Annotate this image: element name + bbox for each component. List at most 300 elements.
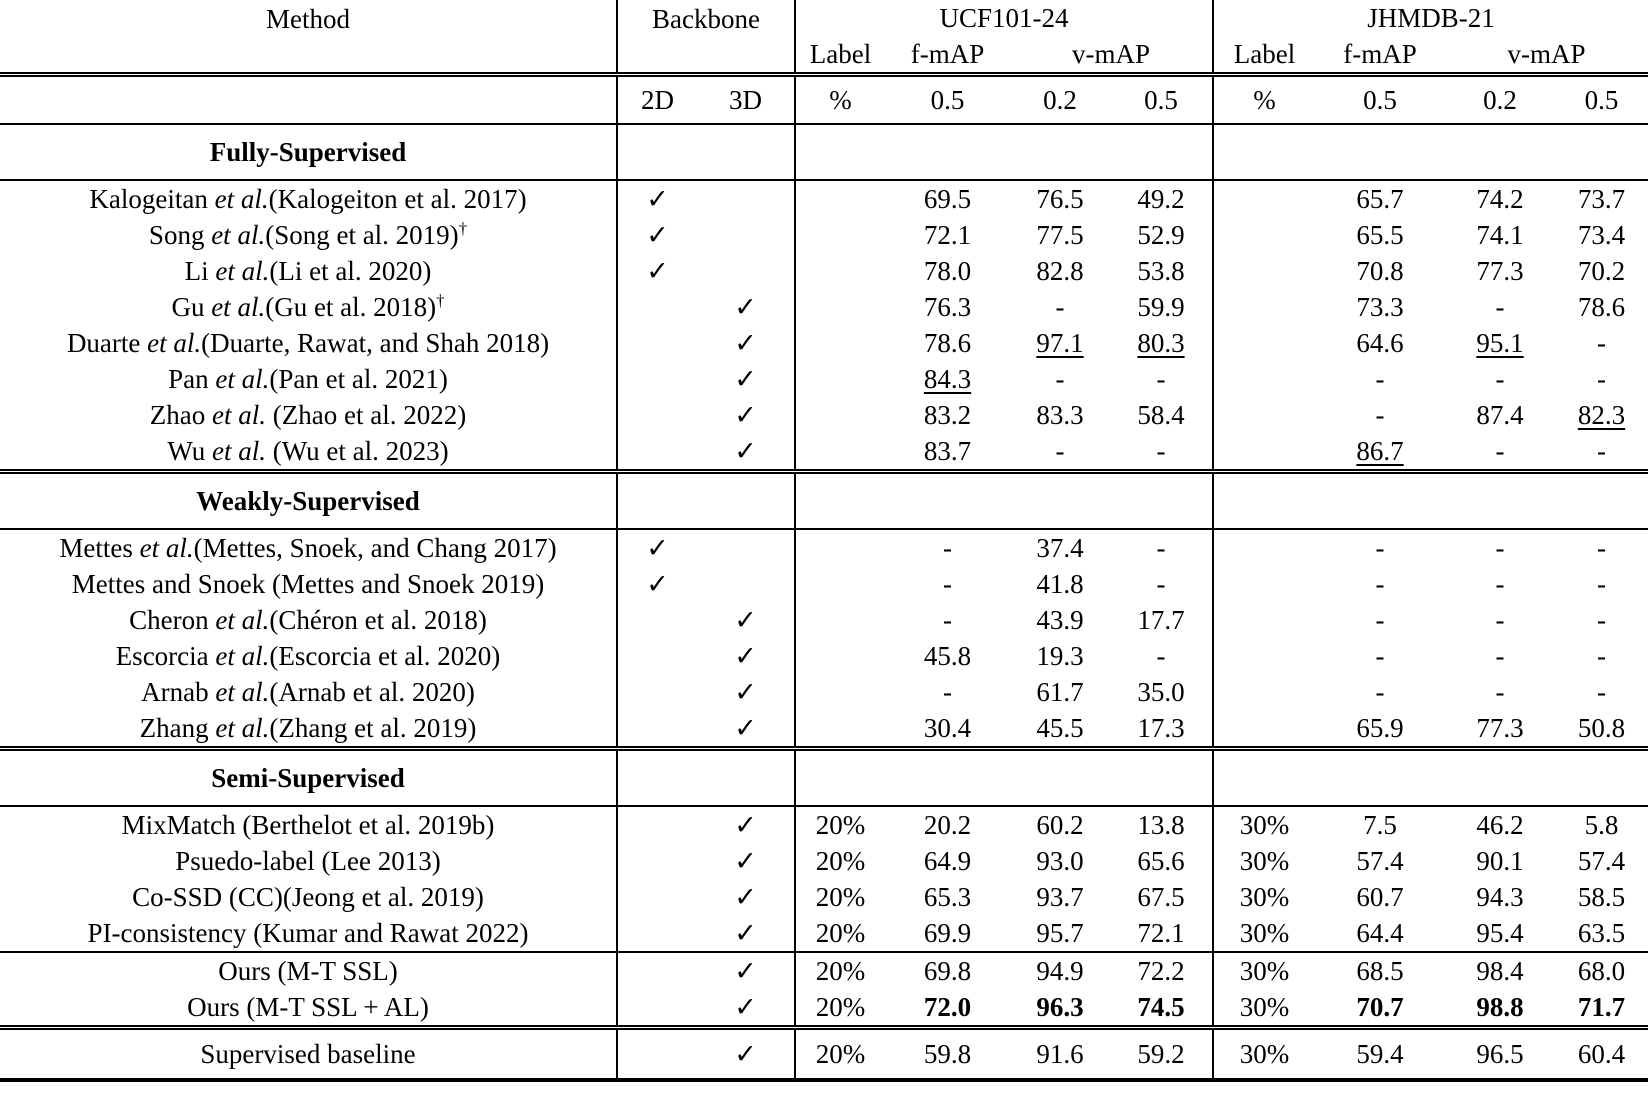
cell-backbone-3d: [697, 952, 795, 989]
cell-backbone-3d: [697, 529, 795, 566]
cell-backbone-2d: [617, 289, 697, 325]
cell-jhmdb-fmap-05: 73.3: [1356, 291, 1404, 322]
checkmark-icon: ✓: [646, 183, 669, 214]
col-header-jhmdb-fmap: f-mAP: [1315, 36, 1445, 75]
cell-method: [0, 638, 617, 674]
table-row: [0, 289, 1648, 325]
cell-ucf-vmap-05: 53.8: [1137, 255, 1185, 286]
table-row: [0, 325, 1648, 361]
cell-backbone-3d: [697, 180, 795, 217]
cell-method: [0, 217, 617, 253]
cell-backbone-3d: [697, 989, 795, 1028]
table-row: [0, 217, 1648, 253]
checkmark-icon: ✓: [646, 532, 669, 563]
cell-ucf-fmap-05: 30.4: [885, 710, 1010, 749]
cell-jhmdb-vmap-05: -: [1597, 363, 1607, 394]
checkmark-icon: ✓: [734, 604, 757, 635]
cell-backbone-3d: [697, 566, 795, 602]
metric-value: 84.3: [923, 363, 972, 394]
table-row: [0, 710, 1648, 749]
cell-ucf-fmap-05: 83.7: [885, 433, 1010, 472]
cell-method: [0, 843, 617, 879]
col-header-ucf-vmap: v-mAP: [1010, 36, 1213, 75]
cell-ucf-vmap-02: [1010, 989, 1110, 1028]
cell-jhmdb-label: [1213, 361, 1315, 397]
dagger-mark: †: [458, 218, 468, 238]
cell-ucf-vmap-05: 17.3: [1110, 710, 1213, 749]
metric-value: 97.1: [1036, 327, 1084, 358]
cell-backbone-3d: [697, 325, 795, 361]
cell-ucf-fmap-05: 59.8: [885, 1028, 1010, 1081]
cell-ucf-vmap-05: -: [1156, 568, 1166, 599]
cell-ucf-fmap-05: 78.6: [923, 327, 972, 358]
cell-ucf-fmap-05: -: [943, 604, 952, 635]
col-header-jhmdb-fmap-05: 0.5: [1315, 75, 1445, 125]
cell-ucf-vmap-05: 72.2: [1137, 955, 1185, 986]
cell-ucf-vmap-02: [1010, 325, 1110, 361]
section-title-row: [0, 472, 1648, 530]
cell-jhmdb-label: 30%: [1213, 843, 1315, 879]
col-header-jhmdb-label-pct: %: [1213, 75, 1315, 125]
cell-ucf-vmap-02: 95.7: [1010, 915, 1110, 952]
cell-jhmdb-vmap-02: 98.4: [1476, 955, 1524, 986]
cell-ucf-vmap-02: 19.3: [1036, 640, 1084, 671]
cell-jhmdb-fmap-05: -: [1375, 363, 1385, 394]
method-text: MixMatch (Berthelot et al. 2019b): [121, 809, 495, 840]
cell-backbone-2d: [617, 397, 697, 433]
cell-ucf-vmap-05: -: [1156, 363, 1166, 394]
cell-backbone-3d: [697, 253, 795, 289]
checkmark-icon: ✓: [734, 917, 757, 948]
method-text: Ours (M-T SSL): [218, 955, 398, 986]
cell-backbone-3d: [697, 915, 795, 952]
cell-ucf-vmap-02: 41.8: [1036, 568, 1084, 599]
cell-jhmdb-fmap-05: 65.5: [1356, 219, 1404, 250]
cell-ucf-fmap-05: 69.9: [885, 915, 1010, 952]
metric-value: 80.3: [1137, 327, 1185, 358]
col-header-ucf-fmap: f-mAP: [885, 36, 1010, 75]
cell-ucf-vmap-02: 83.3: [1036, 399, 1084, 430]
section-spacer: [617, 472, 795, 530]
cell-method: [0, 879, 617, 915]
cell-method: [0, 806, 617, 843]
cell-ucf-vmap-05: -: [1156, 532, 1166, 563]
cell-ucf-fmap-05: [885, 989, 1010, 1028]
cell-jhmdb-vmap-05: -: [1555, 433, 1648, 472]
section-spacer: [1213, 749, 1648, 807]
cell-jhmdb-vmap-02: 96.5: [1445, 1028, 1555, 1081]
cell-jhmdb-vmap-05: 60.4: [1555, 1028, 1648, 1081]
section-spacer: [795, 749, 1213, 807]
cell-jhmdb-vmap-02: 77.3: [1445, 710, 1555, 749]
cell-ucf-label: [795, 529, 885, 566]
checkmark-icon: ✓: [734, 676, 757, 707]
cell-backbone-2d: [617, 529, 697, 566]
cell-backbone-3d: [697, 879, 795, 915]
table-row: [0, 361, 1648, 397]
table-row: [0, 638, 1648, 674]
cell-jhmdb-fmap-05: -: [1375, 568, 1385, 599]
method-etal: et al.: [214, 183, 269, 214]
cell-jhmdb-label: 30%: [1213, 1028, 1315, 1081]
method-text: Gu: [171, 291, 212, 322]
checkmark-icon: ✓: [646, 568, 669, 599]
cell-jhmdb-fmap-05: 7.5: [1363, 809, 1397, 840]
cell-jhmdb-label: 30%: [1213, 952, 1315, 989]
method-etal: et al.: [215, 676, 270, 707]
table-row: [0, 952, 1648, 989]
cell-jhmdb-vmap-05: 50.8: [1555, 710, 1648, 749]
cell-ucf-vmap-02: -: [1010, 433, 1110, 472]
cell-jhmdb-fmap-05: 65.7: [1356, 183, 1404, 214]
cell-ucf-label: [795, 397, 885, 433]
cell-backbone-2d: [617, 989, 697, 1028]
metric-value: 82.3: [1577, 399, 1626, 430]
cell-jhmdb-vmap-05: -: [1597, 676, 1607, 707]
method-etal: et al.: [211, 291, 266, 322]
cell-jhmdb-vmap-02: 94.3: [1476, 881, 1524, 912]
method-text: (Chéron et al. 2018): [269, 604, 487, 635]
method-text: Zhao: [149, 399, 213, 430]
cell-jhmdb-vmap-05: 58.5: [1577, 881, 1626, 912]
cell-method: [0, 180, 617, 217]
table-body: [0, 124, 1648, 1080]
cell-ucf-fmap-05: 83.2: [923, 399, 972, 430]
cell-ucf-label: [795, 253, 885, 289]
cell-jhmdb-vmap-05: 68.0: [1577, 955, 1626, 986]
section-spacer: [617, 749, 795, 807]
subheader-method-empty: [0, 75, 617, 125]
cell-ucf-label: 20%: [795, 879, 885, 915]
cell-method: [0, 253, 617, 289]
cell-jhmdb-fmap-05: [1315, 433, 1445, 472]
table-row: [0, 1028, 1648, 1081]
table-row: [0, 879, 1648, 915]
table-row: [0, 433, 1648, 472]
method-text: Arnab: [141, 676, 216, 707]
cell-backbone-2d: [617, 806, 697, 843]
cell-jhmdb-label: [1213, 674, 1315, 710]
cell-jhmdb-vmap-02: -: [1495, 532, 1505, 563]
cell-ucf-vmap-02: 94.9: [1036, 955, 1084, 986]
cell-jhmdb-fmap-05: 70.8: [1356, 255, 1404, 286]
col-header-jhmdb-21: JHMDB-21: [1213, 0, 1648, 36]
method-text: Psuedo-label (Lee 2013): [175, 845, 441, 876]
method-text: (Zhang et al. 2019): [269, 712, 477, 743]
cell-method: [0, 710, 617, 749]
metric-value: 96.3: [1036, 991, 1084, 1022]
cell-ucf-fmap-05: -: [943, 532, 952, 563]
cell-backbone-2d: [617, 433, 697, 472]
cell-backbone-3d: [697, 397, 795, 433]
cell-jhmdb-fmap-05: -: [1375, 640, 1385, 671]
table-row: [0, 915, 1648, 952]
col-header-jhmdb-vmap-05: 0.5: [1555, 75, 1648, 125]
table-row: [0, 566, 1648, 602]
method-etal: et al.: [139, 532, 194, 563]
cell-backbone-3d: [697, 843, 795, 879]
checkmark-icon: ✓: [646, 219, 669, 250]
cell-jhmdb-vmap-05: 73.7: [1577, 183, 1626, 214]
cell-backbone-2d: [617, 361, 697, 397]
metric-value: 72.0: [923, 991, 972, 1022]
cell-backbone-2d: [617, 180, 697, 217]
checkmark-icon: ✓: [734, 955, 757, 986]
col-header-2d: 2D: [617, 75, 697, 125]
cell-jhmdb-vmap-05: 70.2: [1577, 255, 1626, 286]
cell-ucf-fmap-05: 69.5: [923, 183, 972, 214]
cell-jhmdb-vmap-05: 63.5: [1555, 915, 1648, 952]
cell-jhmdb-vmap-02: -: [1495, 363, 1505, 394]
cell-ucf-label: [795, 361, 885, 397]
cell-ucf-label: [795, 325, 885, 361]
cell-method: [0, 989, 617, 1028]
cell-jhmdb-vmap-02: -: [1495, 604, 1505, 635]
cell-ucf-vmap-05: 72.1: [1110, 915, 1213, 952]
method-text: Pan: [168, 363, 216, 394]
cell-jhmdb-label: [1213, 602, 1315, 638]
section-title: Weakly-Supervised: [0, 472, 617, 530]
table-row: [0, 843, 1648, 879]
cell-backbone-3d: [697, 217, 795, 253]
cell-jhmdb-vmap-05: [1555, 397, 1648, 433]
cell-ucf-fmap-05: 76.3: [923, 291, 972, 322]
cell-ucf-vmap-05: 59.9: [1137, 291, 1185, 322]
cell-jhmdb-label: 30%: [1213, 879, 1315, 915]
cell-ucf-fmap-05: 45.8: [923, 640, 972, 671]
cell-backbone-2d: [617, 602, 697, 638]
checkmark-icon: ✓: [734, 399, 757, 430]
method-text: (Arnab et al. 2020): [269, 676, 475, 707]
cell-ucf-vmap-05: [1110, 325, 1213, 361]
cell-jhmdb-fmap-05: -: [1375, 604, 1385, 635]
method-text: Ours (M-T SSL + AL): [187, 991, 429, 1022]
cell-method: [0, 1028, 617, 1081]
method-text: Mettes and Snoek (Mettes and Snoek 2019): [71, 568, 545, 599]
cell-backbone-3d: [697, 1028, 795, 1081]
cell-jhmdb-label: [1213, 397, 1315, 433]
section-title: Semi-Supervised: [0, 749, 617, 807]
cell-jhmdb-vmap-02: 87.4: [1476, 399, 1524, 430]
header-row-thresholds: [0, 75, 1648, 125]
cell-jhmdb-vmap-02: 74.1: [1476, 219, 1524, 250]
cell-ucf-label: [795, 289, 885, 325]
cell-ucf-vmap-02: -: [1055, 291, 1065, 322]
cell-jhmdb-vmap-05: 57.4: [1577, 845, 1626, 876]
table-row: [0, 602, 1648, 638]
cell-jhmdb-vmap-02: -: [1495, 568, 1505, 599]
cell-ucf-label: 20%: [795, 952, 885, 989]
checkmark-icon: ✓: [734, 327, 757, 358]
cell-ucf-vmap-05: 35.0: [1137, 676, 1185, 707]
cell-ucf-vmap-05: 17.7: [1137, 604, 1185, 635]
cell-jhmdb-vmap-05: 73.4: [1577, 219, 1626, 250]
table-row: [0, 397, 1648, 433]
cell-backbone-2d: [617, 915, 697, 952]
table-row: [0, 253, 1648, 289]
cell-jhmdb-label: 30%: [1213, 915, 1315, 952]
cell-ucf-vmap-05: [1110, 989, 1213, 1028]
method-etal: et al.: [212, 435, 267, 466]
cell-ucf-label: 20%: [795, 989, 885, 1028]
metric-value: 98.8: [1476, 991, 1524, 1022]
col-header-backbone: Backbone: [617, 0, 795, 75]
cell-jhmdb-label: [1213, 289, 1315, 325]
cell-jhmdb-vmap-05: -: [1597, 604, 1607, 635]
cell-jhmdb-label: [1213, 638, 1315, 674]
cell-jhmdb-fmap-05: 64.4: [1315, 915, 1445, 952]
checkmark-icon: ✓: [646, 255, 669, 286]
cell-method: [0, 915, 617, 952]
cell-ucf-label: 20%: [795, 843, 885, 879]
method-etal: et al.: [212, 399, 267, 430]
method-text: Wu: [167, 435, 213, 466]
col-header-ucf-label: Label: [795, 36, 885, 75]
cell-jhmdb-fmap-05: 65.9: [1315, 710, 1445, 749]
cell-ucf-vmap-05: -: [1110, 433, 1213, 472]
cell-ucf-label: 20%: [795, 915, 885, 952]
cell-ucf-vmap-05: 67.5: [1137, 881, 1185, 912]
method-etal: et al.: [215, 604, 270, 635]
method-etal: et al.: [215, 363, 270, 394]
cell-ucf-vmap-02: 77.5: [1036, 219, 1084, 250]
method-text: Escorcia: [115, 640, 216, 671]
cell-backbone-3d: [697, 806, 795, 843]
cell-backbone-3d: [697, 602, 795, 638]
cell-jhmdb-label: [1213, 325, 1315, 361]
method-text: Co-SSD (CC)(Jeong et al. 2019): [132, 881, 484, 912]
cell-jhmdb-label: [1213, 217, 1315, 253]
cell-jhmdb-vmap-02: 77.3: [1476, 255, 1524, 286]
cell-ucf-fmap-05: 65.3: [923, 881, 972, 912]
checkmark-icon: ✓: [734, 291, 757, 322]
table-row: [0, 989, 1648, 1028]
cell-jhmdb-fmap-05: 60.7: [1356, 881, 1404, 912]
cell-backbone-2d: [617, 879, 697, 915]
checkmark-icon: ✓: [734, 1038, 757, 1069]
col-header-ucf101-24: UCF101-24: [795, 0, 1213, 36]
method-etal: et al.: [147, 327, 202, 358]
cell-ucf-fmap-05: 72.1: [923, 219, 972, 250]
table-row: [0, 674, 1648, 710]
method-text: (Kalogeiton et al. 2017): [268, 183, 527, 214]
method-text: (Pan et al. 2021): [269, 363, 448, 394]
cell-method: [0, 325, 617, 361]
cell-jhmdb-vmap-02: 46.2: [1476, 809, 1524, 840]
cell-jhmdb-fmap-05: 64.6: [1356, 327, 1404, 358]
cell-ucf-vmap-02: 93.7: [1036, 881, 1084, 912]
metric-value: 71.7: [1577, 991, 1626, 1022]
section-title: Fully-Supervised: [0, 124, 617, 180]
cell-ucf-vmap-02: -: [1055, 363, 1065, 394]
col-header-ucf-fmap-05: 0.5: [885, 75, 1010, 125]
cell-jhmdb-vmap-02: -: [1495, 676, 1505, 707]
cell-ucf-label: [795, 602, 885, 638]
cell-jhmdb-vmap-05: -: [1597, 640, 1607, 671]
method-etal: et al.: [215, 640, 270, 671]
cell-ucf-fmap-05: [885, 361, 1010, 397]
cell-ucf-vmap-05: 58.4: [1137, 399, 1185, 430]
cell-ucf-vmap-05: 65.6: [1137, 845, 1185, 876]
cell-backbone-2d: [617, 1028, 697, 1081]
cell-ucf-label: 20%: [795, 1028, 885, 1081]
method-text: PI-consistency (Kumar and Rawat 2022): [87, 917, 529, 948]
section-spacer: [617, 124, 795, 180]
cell-ucf-label: [795, 180, 885, 217]
cell-backbone-2d: [617, 217, 697, 253]
metric-value: 95.1: [1476, 327, 1524, 358]
col-header-ucf-vmap-02: 0.2: [1010, 75, 1110, 125]
method-etal: et al.: [215, 712, 270, 743]
cell-jhmdb-fmap-05: -: [1375, 399, 1385, 430]
header-row-groups: [0, 0, 1648, 36]
cell-jhmdb-vmap-05: -: [1597, 532, 1607, 563]
method-text: Kalogeitan: [89, 183, 215, 214]
cell-backbone-3d: [697, 289, 795, 325]
cell-ucf-vmap-02: 93.0: [1036, 845, 1084, 876]
col-header-ucf-label-pct: %: [795, 75, 885, 125]
cell-jhmdb-vmap-02: 95.4: [1445, 915, 1555, 952]
cell-jhmdb-fmap-05: [1315, 989, 1445, 1028]
cell-ucf-label: [795, 710, 885, 749]
method-text: Supervised baseline: [200, 1038, 416, 1069]
cell-ucf-label: [795, 638, 885, 674]
cell-method: [0, 602, 617, 638]
cell-backbone-2d: [617, 566, 697, 602]
section-spacer: [1213, 472, 1648, 530]
method-text: (Mettes, Snoek, and Chang 2017): [193, 532, 557, 563]
checkmark-icon: ✓: [734, 809, 757, 840]
checkmark-icon: ✓: [734, 991, 757, 1022]
cell-ucf-vmap-02: 45.5: [1010, 710, 1110, 749]
cell-backbone-3d: [697, 433, 795, 472]
cell-backbone-2d: [617, 674, 697, 710]
method-text: Cheron: [129, 604, 216, 635]
method-text: Mettes: [59, 532, 140, 563]
col-header-method: Method: [0, 0, 617, 75]
cell-jhmdb-vmap-02: -: [1445, 433, 1555, 472]
cell-ucf-vmap-05: 49.2: [1137, 183, 1185, 214]
method-text: Li: [184, 255, 216, 286]
col-header-jhmdb-vmap-02: 0.2: [1445, 75, 1555, 125]
method-text: (Song et al. 2019): [265, 219, 459, 250]
cell-ucf-label: [795, 674, 885, 710]
metric-value: 86.7: [1356, 435, 1404, 466]
cell-backbone-2d: [617, 952, 697, 989]
cell-ucf-vmap-05: 59.2: [1110, 1028, 1213, 1081]
cell-ucf-vmap-05: -: [1156, 640, 1166, 671]
cell-jhmdb-fmap-05: -: [1375, 676, 1385, 707]
cell-ucf-vmap-05: 13.8: [1137, 809, 1185, 840]
method-text: (Duarte, Rawat, and Shah 2018): [201, 327, 550, 358]
cell-ucf-fmap-05: 69.8: [923, 955, 972, 986]
checkmark-icon: ✓: [734, 845, 757, 876]
cell-backbone-2d: [617, 843, 697, 879]
checkmark-icon: ✓: [734, 712, 757, 743]
cell-jhmdb-label: [1213, 529, 1315, 566]
cell-ucf-fmap-05: -: [943, 568, 952, 599]
cell-backbone-3d: [697, 710, 795, 749]
cell-ucf-label: [795, 217, 885, 253]
cell-jhmdb-vmap-05: -: [1597, 568, 1607, 599]
cell-jhmdb-label: [1213, 566, 1315, 602]
cell-jhmdb-fmap-05: 68.5: [1356, 955, 1404, 986]
cell-method: [0, 433, 617, 472]
cell-jhmdb-vmap-02: 74.2: [1476, 183, 1524, 214]
metric-value: 70.7: [1356, 991, 1404, 1022]
cell-jhmdb-label: 30%: [1213, 806, 1315, 843]
cell-method: [0, 397, 617, 433]
